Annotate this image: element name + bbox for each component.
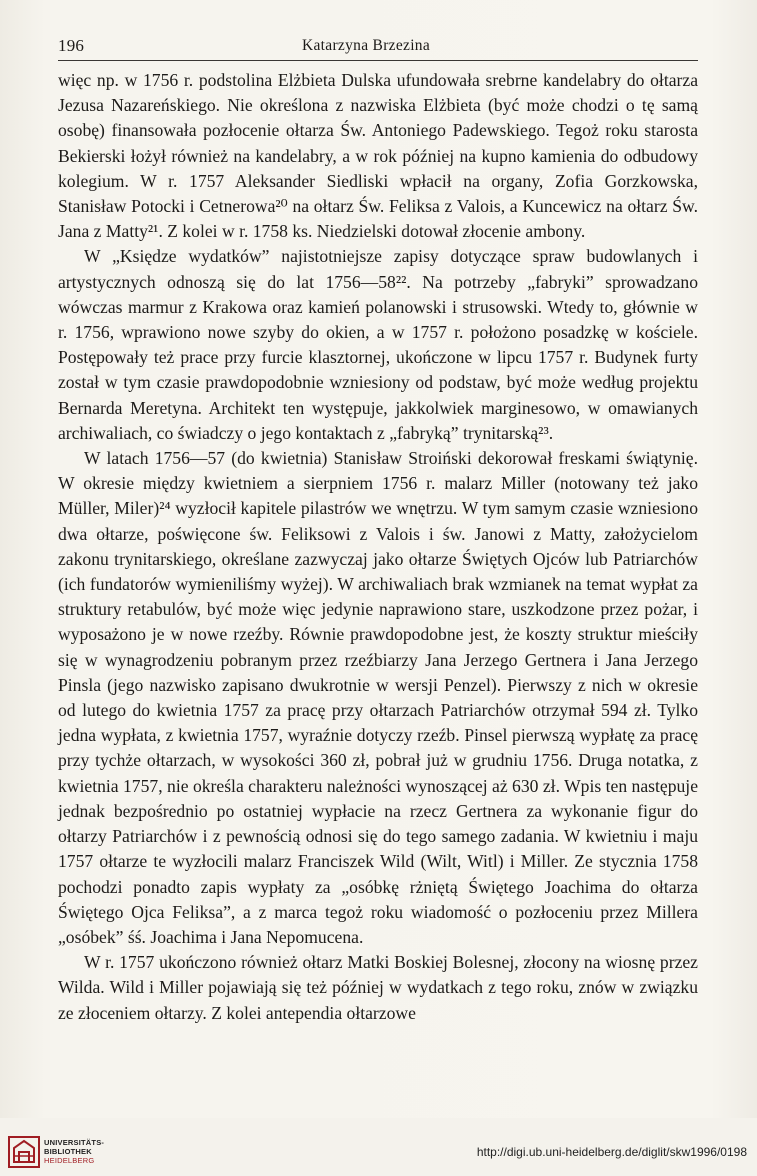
paragraph-2: W „Księdze wydatków” najistotniejsze zapisy dotyczące spraw budowlanych i artystycznych odnoszą się do lat 1756—58²². Na potrzeby „fabryki” sprowadzano wówczas marmur z Krakowa oraz kamień polanowski i strusowski. Wtedy to, głównie w r. 1756, wprawiono nowe szyby do okien, a w 1757 r. położono posadzkę w kościele. Postępowały też prace przy furcie klasztornej, ukończone w lipcu 1757 r. Budynek furty został w tym czasie prawdopodobnie wzniesiony od podstaw, być może według projektu Bernarda Meretyna. Architekt ten występuje, jakkolwiek marginesowo, w omawianych archiwaliach, co świadczy o jego kontaktach z „fabryką” trynitarską²³.: [58, 246, 698, 443]
institution-name: [44, 1138, 104, 1165]
university-library-logo-icon: [8, 1136, 40, 1168]
body-text: [58, 68, 698, 1026]
paragraph-3: W latach 1756—57 (do kwietnia) Stanisław Stroiński dekorował freskami świątynię. W okresie między kwietniem a sierpniem 1756 r. malarz Miller (notowany też jako Müller, Miler)²⁴ wyzłocił kapitele pilastrów we wnętrzu. W tym samym czasie wzniesiono dwa ołtarze, poświęcone św. Feliksowi z Valois i św. Janowi z Matty, założycielom zakonu trynitarskiego, określane zazwyczaj jako ołtarze Świętych Ojców lub Patriarchów (ich fundatorów wymieniliśmy wyżej). W archiwaliach brak wzmianek na temat wypłat za struktury retabulów, być może więc jedynie naprawiono stare, uszkodzone przez pożar, i wyposażono je w nowe rzeźby. Równie prawdopodobne jest, że koszty struktur mieściły się w wynagrodzeniu pobranym przez rzeźbiarzy Jana Jerzego Gertnera i Jana Jerzego Pinsla (jego nazwisko zapisano dwukrotnie w wersji Penzel). Pierwszy z nich w okresie od lutego do kwietnia 1757 za pracę przy ołtarzach Patriarchów otrzymał 594 zł. Tylko jedna wypłata, z kwietnia 1757, wyraźnie dotyczy rzeźb. Pinsel pierwszą wypłatę za pracę przy tychże ołtarzach, w wysokości 360 zł, pobrał już w grudniu 1756. Druga notatka, z kwietnia 1757, nie określa charakteru należności wynoszącej aż 630 zł. Wpis ten następuje jednak bezpośrednio po ostatniej wypłacie na rzecz Gertnera za wykonanie figur do ołtarzy Patriarchów i z pewnością odnosi się do tego samego zadania. W kwietniu i maju 1757 ołtarze te wyzłocili malarz Franciszek Wild (Wilt, Witl) i Miller. Ze stycznia 1758 pochodzi ponadto zapis wypłaty za „osóbkę rżniętą Świętego Joachima do ołtarza Świętego Ojca Feliksa”, a z marca tegoż roku wiadomość o pozłoceniu przez Millera „osóbek” śś. Joachima i Jana Nepomucena.: [58, 448, 698, 947]
paragraph-4: W r. 1757 ukończono również ołtarz Matki Boskiej Bolesnej, złocony na wiosnę przez Wilda. Wild i Miller pojawiają się też później w wydatkach z tego roku, znów w związku ze złoceniem ołtarzy. Z kolei antependia ołtarzowe: [58, 952, 698, 1023]
running-head-author: Katarzyna Brzezina: [302, 37, 431, 54]
digitization-footer: [0, 1118, 757, 1176]
institution-line-2: BIBLIOTHEK: [44, 1147, 92, 1156]
institution-line-3: HEIDELBERG: [44, 1156, 95, 1165]
source-url-link[interactable]: http://digi.ub.uni-heidelberg.de/diglit/skw1996/0198: [476, 1145, 747, 1159]
paragraph-1: więc np. w 1756 r. podstolina Elżbieta Dulska ufundowała srebrne kandelabry do ołtarza Jezusa Nazareńskiego. Nie określona z nazwiska Elżbieta (być może chodzi o tę samą osobę) finansowała pozłocenie ołtarza Św. Antoniego Padewskiego. Tegoż roku starosta Bekierski łożył również na kandelabry, a w rok później na kupno kamienia do odbudowy kolegium. W r. 1757 Aleksander Siedliski wpłacił na organy, Zofia Gorzkowska, Stanisław Potocki i Cetnerowa²⁰ na ołtarz Św. Feliksa z Valois, a Kuncewicz na ołtarz Św. Jana z Matty²¹. Z kolei w r. 1758 ks. Niedzielski dotował złocenie ambony.: [58, 70, 698, 242]
institution-line-1: UNIVERSITÄTS-: [44, 1138, 105, 1147]
running-head: [58, 34, 698, 61]
page-number: 196: [58, 36, 85, 55]
